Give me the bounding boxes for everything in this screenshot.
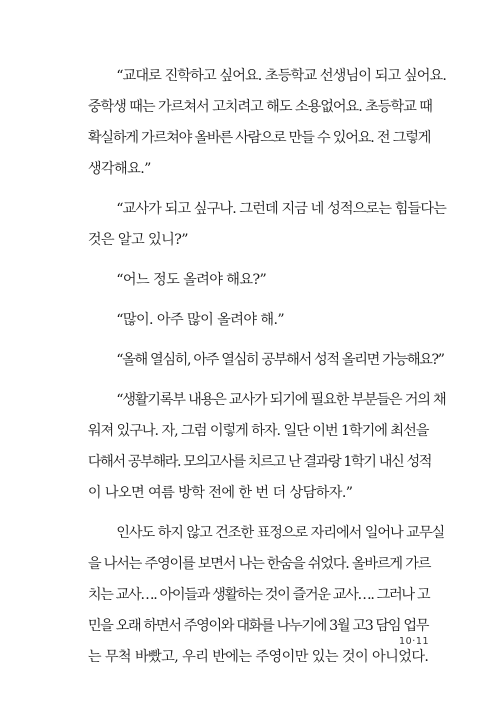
text-line: 민을 오래 하면서 주영이와 대화를 나누기에 3월 고3 담임 업무 [87, 618, 429, 634]
text-line: “교사가 되고 싶구나. 그런데 지금 네 성적으로는 힘들다는 [116, 201, 446, 217]
text-line: 을 나서는 주영이를 보면서 나는 한숨을 쉬었다. 올바르게 가르 [87, 556, 431, 572]
dialogue-paragraph [87, 194, 446, 256]
dialogue-paragraph [87, 385, 446, 509]
text-line: 는 무척 바빴고, 우리 반에는 주영이만 있는 것이 아니었다. [87, 649, 429, 665]
text-line: “생활기록부 내용은 교사가 되기에 필요한 부분들은 거의 채 [116, 392, 446, 408]
text-line: 확실하게 가르쳐야 올바른 사람으로 만들 수 있어요. 전 그렇게 [87, 130, 431, 146]
text-line: 이 나오면 여름 방학 전에 한 번 더 상담하자.” [87, 485, 353, 501]
text-line: 중학생 때는 가르쳐서 고치려고 해도 소용없어요. 초등학교 때 [87, 99, 432, 115]
dialogue-paragraph [102, 265, 432, 296]
text-line: “많이. 아주 많이 올려야 해.” [116, 312, 285, 328]
body-text [87, 61, 446, 682]
dialogue-paragraph [87, 61, 446, 185]
page-number: 10·11 [399, 636, 430, 647]
text-line: “교대로 진학하고 싶어요. 초등학교 선생님이 되고 싶어요. [116, 68, 446, 84]
text-line: 다해서 공부해라. 모의고사를 치르고 난 결과랑 1학기 내신 성적 [87, 454, 432, 470]
narrative-paragraph [87, 518, 445, 673]
text-line: “어느 정도 올려야 해요?” [116, 272, 267, 288]
text-line: 인사도 하지 않고 건조한 표정으로 자리에서 일어나 교무실 [116, 525, 445, 541]
text-line: 워져 있구나. 자, 그럼 이렇게 하자. 일단 이번 1학기에 최선을 [87, 423, 429, 439]
text-line: 생각해요.” [87, 161, 151, 177]
dialogue-paragraph [102, 345, 444, 376]
text-line: 것은 알고 있니?” [87, 232, 188, 248]
text-line: “올해 열심히, 아주 열심히 공부해서 성적 올리면 가능해요?” [116, 352, 444, 368]
dialogue-paragraph [102, 305, 432, 336]
text-line: 치는 교사…. 아이들과 생활하는 것이 즐거운 교사…. 그러나 고 [87, 587, 430, 603]
